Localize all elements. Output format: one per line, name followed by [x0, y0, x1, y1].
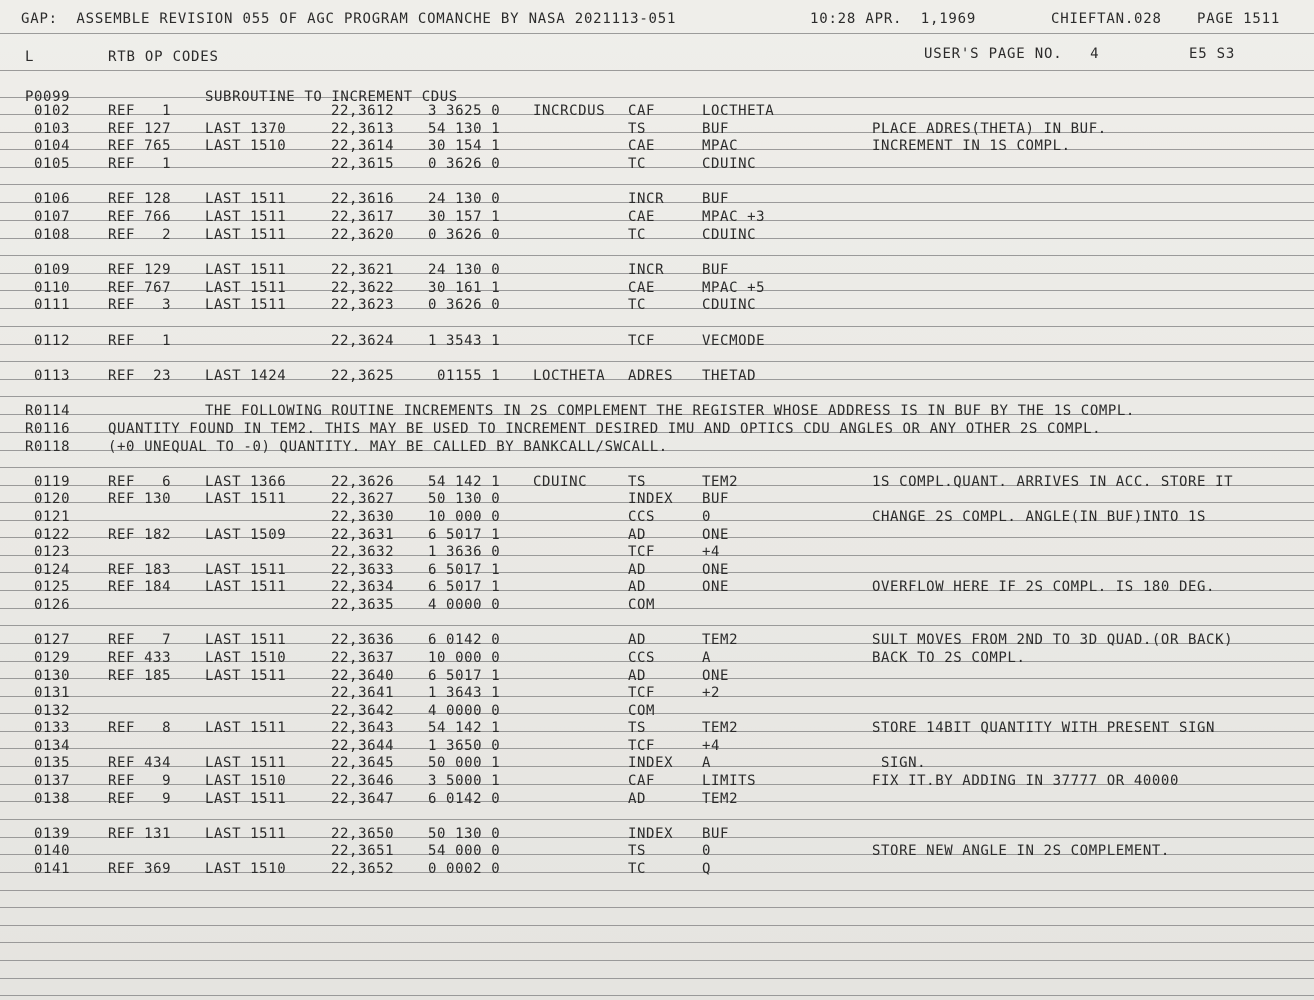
- sequence-number: 0140: [34, 843, 71, 859]
- op-code: AD: [628, 579, 647, 595]
- sequence-number: 0107: [34, 209, 71, 225]
- listing-tag: CHIEFTAN.028: [1051, 11, 1162, 27]
- operand: TEM2: [702, 474, 739, 490]
- sequence-number: 0110: [34, 280, 71, 296]
- op-code: CAE: [628, 280, 656, 296]
- last-reference: LAST 1510: [205, 861, 287, 877]
- octal-code: 1 3543 1: [428, 333, 501, 349]
- sequence-number: 0112: [34, 333, 71, 349]
- reference-count: REF 766: [108, 209, 172, 225]
- symbol-label: LOCTHETA: [533, 368, 606, 384]
- octal-code: 6 5017 1: [428, 668, 501, 684]
- ruled-line: [0, 396, 1314, 397]
- octal-code: 30 161 1: [428, 280, 501, 296]
- comment-text: THE FOLLOWING ROUTINE INCREMENTS IN 2S COMPLEMENT THE REGISTER WHOSE ADDRESS IS IN BUF BY THE 1S COMPL.: [205, 403, 1135, 419]
- ruled-line: [0, 713, 1314, 714]
- last-reference: LAST 1511: [205, 826, 287, 842]
- octal-code: 0 0002 0: [428, 861, 501, 877]
- memory-address: 22,3636: [331, 632, 395, 648]
- octal-code: 1 3650 0: [428, 738, 501, 754]
- octal-code: 24 130 0: [428, 262, 501, 278]
- remark: SIGN.: [872, 755, 927, 771]
- last-reference: LAST 1510: [205, 773, 287, 789]
- reference-count: REF 765: [108, 138, 172, 154]
- symbol-label: CDUINC: [533, 474, 588, 490]
- ruled-line: [0, 167, 1314, 168]
- octal-code: 54 142 1: [428, 720, 501, 736]
- octal-code: 30 157 1: [428, 209, 501, 225]
- sequence-number: 0141: [34, 861, 71, 877]
- reference-count: REF 7: [108, 632, 172, 648]
- sequence-number: 0139: [34, 826, 71, 842]
- sequence-number: 0132: [34, 703, 71, 719]
- octal-code: 6 5017 1: [428, 579, 501, 595]
- sequence-number: 0134: [34, 738, 71, 754]
- op-code: TC: [628, 156, 647, 172]
- reference-count: REF 23: [108, 368, 172, 384]
- operand: +2: [702, 685, 721, 701]
- ruled-line: [0, 149, 1314, 150]
- octal-code: 50 130 0: [428, 826, 501, 842]
- remark: 1S COMPL.QUANT. ARRIVES IN ACC. STORE IT: [872, 474, 1234, 490]
- symbol-label: INCRCDUS: [533, 103, 606, 119]
- sequence-number: 0126: [34, 597, 71, 613]
- memory-address: 22,3644: [331, 738, 395, 754]
- last-reference: LAST 1511: [205, 668, 287, 684]
- sequence-number: 0127: [34, 632, 71, 648]
- octal-code: 4 0000 0: [428, 597, 501, 613]
- line-marker: P0099: [25, 89, 71, 105]
- memory-address: 22,3650: [331, 826, 395, 842]
- reference-count: REF 2: [108, 227, 172, 243]
- octal-code: 1 3636 0: [428, 544, 501, 560]
- memory-address: 22,3630: [331, 509, 395, 525]
- sequence-number: 0137: [34, 773, 71, 789]
- reference-count: REF 127: [108, 121, 172, 137]
- op-code: CAE: [628, 138, 656, 154]
- ruled-line: [0, 361, 1314, 362]
- op-code: CCS: [628, 509, 656, 525]
- remark: SULT MOVES FROM 2ND TO 3D QUAD.(OR BACK): [872, 632, 1234, 648]
- last-reference: LAST 1511: [205, 209, 287, 225]
- operand: +4: [702, 544, 721, 560]
- memory-address: 22,3635: [331, 597, 395, 613]
- last-reference: LAST 1511: [205, 562, 287, 578]
- operand: TEM2: [702, 720, 739, 736]
- octal-code: 10 000 0: [428, 509, 501, 525]
- ruled-line: [0, 925, 1314, 926]
- memory-address: 22,3640: [331, 668, 395, 684]
- ruled-line: [0, 995, 1314, 996]
- op-code: INDEX: [628, 826, 674, 842]
- listing-type-letter: L: [25, 49, 35, 65]
- ruled-line: [0, 801, 1314, 802]
- sequence-number: 0133: [34, 720, 71, 736]
- op-code: AD: [628, 668, 647, 684]
- reference-count: REF 433: [108, 650, 172, 666]
- operand: MPAC +5: [702, 280, 766, 296]
- ruled-line: [0, 907, 1314, 908]
- line-marker: R0114: [25, 403, 71, 419]
- memory-address: 22,3613: [331, 121, 395, 137]
- octal-code: 24 130 0: [428, 191, 501, 207]
- remark: PLACE ADRES(THETA) IN BUF.: [872, 121, 1107, 137]
- print-datetime: 10:28 APR. 1,1969: [810, 11, 977, 27]
- octal-code: 6 0142 0: [428, 632, 501, 648]
- sequence-number: 0119: [34, 474, 71, 490]
- ruled-line: [0, 572, 1314, 573]
- memory-address: 22,3627: [331, 491, 395, 507]
- memory-address: 22,3645: [331, 755, 395, 771]
- users-page-number: USER'S PAGE NO. 4: [924, 46, 1100, 62]
- ruled-line: [0, 960, 1314, 961]
- octal-code: 6 0142 0: [428, 791, 501, 807]
- reference-count: REF 369: [108, 861, 172, 877]
- reference-count: REF 128: [108, 191, 172, 207]
- operand: MPAC: [702, 138, 739, 154]
- octal-code: 50 000 1: [428, 755, 501, 771]
- ruled-line: [0, 114, 1314, 115]
- memory-address: 22,3632: [331, 544, 395, 560]
- memory-address: 22,3631: [331, 527, 395, 543]
- octal-code: 3 5000 1: [428, 773, 501, 789]
- operand: BUF: [702, 826, 730, 842]
- operand: BUF: [702, 121, 730, 137]
- op-code: COM: [628, 597, 656, 613]
- sequence-number: 0135: [34, 755, 71, 771]
- memory-address: 22,3615: [331, 156, 395, 172]
- reference-count: REF 767: [108, 280, 172, 296]
- ruled-line: [0, 978, 1314, 979]
- comment-text: QUANTITY FOUND IN TEM2. THIS MAY BE USED TO INCREMENT DESIRED IMU AND OPTICS CDU ANGLES OR ANY OTHER 2S COMPL.: [108, 421, 1102, 437]
- bank-indicator: E5 S3: [1189, 46, 1236, 62]
- octal-code: 50 130 0: [428, 491, 501, 507]
- memory-address: 22,3624: [331, 333, 395, 349]
- operand: ONE: [702, 668, 730, 684]
- octal-code: 0 3626 0: [428, 227, 501, 243]
- last-reference: LAST 1511: [205, 191, 287, 207]
- op-code: AD: [628, 632, 647, 648]
- reference-count: REF 185: [108, 668, 172, 684]
- last-reference: LAST 1511: [205, 262, 287, 278]
- last-reference: LAST 1424: [205, 368, 287, 384]
- reference-count: REF 1: [108, 156, 172, 172]
- last-reference: LAST 1511: [205, 280, 287, 296]
- sequence-number: 0111: [34, 297, 71, 313]
- memory-address: 22,3643: [331, 720, 395, 736]
- octal-code: 54 130 1: [428, 121, 501, 137]
- remark: BACK TO 2S COMPL.: [872, 650, 1026, 666]
- sequence-number: 0121: [34, 509, 71, 525]
- ruled-line: [0, 33, 1314, 34]
- comment-text: SUBROUTINE TO INCREMENT CDUS: [205, 89, 458, 105]
- octal-code: 4 0000 0: [428, 703, 501, 719]
- op-code: AD: [628, 562, 647, 578]
- operand: TEM2: [702, 791, 739, 807]
- reference-count: REF 1: [108, 103, 172, 119]
- memory-address: 22,3622: [331, 280, 395, 296]
- memory-address: 22,3637: [331, 650, 395, 666]
- ruled-line: [0, 255, 1314, 256]
- remark: STORE 14BIT QUANTITY WITH PRESENT SIGN: [872, 720, 1216, 736]
- sequence-number: 0105: [34, 156, 71, 172]
- operand: THETAD: [702, 368, 757, 384]
- remark: STORE NEW ANGLE IN 2S COMPLEMENT.: [872, 843, 1170, 859]
- op-code: TC: [628, 227, 647, 243]
- memory-address: 22,3616: [331, 191, 395, 207]
- operand: 0: [702, 509, 712, 525]
- operand: CDUINC: [702, 297, 757, 313]
- ruled-line: [0, 890, 1314, 891]
- sequence-number: 0125: [34, 579, 71, 595]
- ruled-line: [0, 344, 1314, 345]
- op-code: COM: [628, 703, 656, 719]
- memory-address: 22,3647: [331, 791, 395, 807]
- octal-code: 6 5017 1: [428, 562, 501, 578]
- line-marker: R0116: [25, 421, 71, 437]
- operand: A: [702, 650, 712, 666]
- octal-code: 0 3626 0: [428, 156, 501, 172]
- operand: MPAC +3: [702, 209, 766, 225]
- ruled-line: [0, 97, 1314, 98]
- sequence-number: 0123: [34, 544, 71, 560]
- op-code: CAF: [628, 103, 656, 119]
- octal-code: 01155 1: [428, 368, 501, 384]
- memory-address: 22,3626: [331, 474, 395, 490]
- sequence-number: 0104: [34, 138, 71, 154]
- op-code: INCR: [628, 262, 665, 278]
- ruled-line: [0, 308, 1314, 309]
- ruled-line: [0, 942, 1314, 943]
- section-title: RTB OP CODES: [108, 49, 219, 65]
- ruled-line: [0, 555, 1314, 556]
- op-code: TC: [628, 861, 647, 877]
- ruled-line: [0, 819, 1314, 820]
- octal-code: 6 5017 1: [428, 527, 501, 543]
- ruled-line: [0, 696, 1314, 697]
- op-code: AD: [628, 791, 647, 807]
- memory-address: 22,3617: [331, 209, 395, 225]
- page-number: PAGE 1511: [1197, 11, 1281, 27]
- operand: Q: [702, 861, 712, 877]
- sequence-number: 0122: [34, 527, 71, 543]
- remark: INCREMENT IN 1S COMPL.: [872, 138, 1071, 154]
- operand: ONE: [702, 562, 730, 578]
- reference-count: REF 129: [108, 262, 172, 278]
- sequence-number: 0109: [34, 262, 71, 278]
- sequence-number: 0129: [34, 650, 71, 666]
- memory-address: 22,3621: [331, 262, 395, 278]
- memory-address: 22,3620: [331, 227, 395, 243]
- operand: TEM2: [702, 632, 739, 648]
- op-code: INCR: [628, 191, 665, 207]
- op-code: TCF: [628, 738, 656, 754]
- ruled-line: [0, 70, 1314, 71]
- memory-address: 22,3651: [331, 843, 395, 859]
- reference-count: REF 1: [108, 333, 172, 349]
- reference-count: REF 182: [108, 527, 172, 543]
- operand: CDUINC: [702, 227, 757, 243]
- reference-count: REF 184: [108, 579, 172, 595]
- memory-address: 22,3625: [331, 368, 395, 384]
- ruled-line: [0, 748, 1314, 749]
- operand: ONE: [702, 579, 730, 595]
- ruled-line: [0, 467, 1314, 468]
- sequence-number: 0106: [34, 191, 71, 207]
- operand: BUF: [702, 191, 730, 207]
- memory-address: 22,3642: [331, 703, 395, 719]
- memory-address: 22,3634: [331, 579, 395, 595]
- op-code: TCF: [628, 544, 656, 560]
- memory-address: 22,3641: [331, 685, 395, 701]
- reference-count: REF 434: [108, 755, 172, 771]
- reference-count: REF 130: [108, 491, 172, 507]
- ruled-line: [0, 238, 1314, 239]
- octal-code: 10 000 0: [428, 650, 501, 666]
- remark: CHANGE 2S COMPL. ANGLE(IN BUF)INTO 1S: [872, 509, 1207, 525]
- octal-code: 54 142 1: [428, 474, 501, 490]
- sequence-number: 0108: [34, 227, 71, 243]
- last-reference: LAST 1511: [205, 227, 287, 243]
- operand: BUF: [702, 491, 730, 507]
- octal-code: 1 3643 1: [428, 685, 501, 701]
- remark: OVERFLOW HERE IF 2S COMPL. IS 180 DEG.: [872, 579, 1216, 595]
- octal-code: 30 154 1: [428, 138, 501, 154]
- last-reference: LAST 1511: [205, 297, 287, 313]
- sequence-number: 0103: [34, 121, 71, 137]
- ruled-line: [0, 537, 1314, 538]
- sequence-number: 0124: [34, 562, 71, 578]
- reference-count: REF 183: [108, 562, 172, 578]
- reference-count: REF 3: [108, 297, 172, 313]
- memory-address: 22,3614: [331, 138, 395, 154]
- memory-address: 22,3633: [331, 562, 395, 578]
- memory-address: 22,3652: [331, 861, 395, 877]
- op-code: ADRES: [628, 368, 674, 384]
- last-reference: LAST 1366: [205, 474, 287, 490]
- ruled-line: [0, 608, 1314, 609]
- comment-text: (+0 UNEQUAL TO -0) QUANTITY. MAY BE CALLED BY BANKCALL/SWCALL.: [108, 439, 668, 455]
- ruled-line: [0, 184, 1314, 185]
- sequence-number: 0102: [34, 103, 71, 119]
- reference-count: REF 131: [108, 826, 172, 842]
- sequence-number: 0138: [34, 791, 71, 807]
- last-reference: LAST 1510: [205, 650, 287, 666]
- ruled-line: [0, 625, 1314, 626]
- last-reference: LAST 1510: [205, 138, 287, 154]
- octal-code: 54 000 0: [428, 843, 501, 859]
- assembly-title: GAP: ASSEMBLE REVISION 055 OF AGC PROGRAM COMANCHE BY NASA 2021113-051: [21, 11, 677, 27]
- ruled-line: [0, 220, 1314, 221]
- last-reference: LAST 1511: [205, 755, 287, 771]
- op-code: INDEX: [628, 491, 674, 507]
- op-code: CAE: [628, 209, 656, 225]
- operand: LOCTHETA: [702, 103, 775, 119]
- ruled-line: [0, 872, 1314, 873]
- op-code: CAF: [628, 773, 656, 789]
- operand: VECMODE: [702, 333, 766, 349]
- operand: A: [702, 755, 712, 771]
- reference-count: REF 8: [108, 720, 172, 736]
- operand: +4: [702, 738, 721, 754]
- last-reference: LAST 1511: [205, 579, 287, 595]
- sequence-number: 0113: [34, 368, 71, 384]
- remark: FIX IT.BY ADDING IN 37777 OR 40000: [872, 773, 1179, 789]
- operand: ONE: [702, 527, 730, 543]
- operand: 0: [702, 843, 712, 859]
- sequence-number: 0131: [34, 685, 71, 701]
- ruled-line: [0, 132, 1314, 133]
- ruled-line: [0, 290, 1314, 291]
- memory-address: 22,3623: [331, 297, 395, 313]
- ruled-line: [0, 678, 1314, 679]
- ruled-line: [0, 661, 1314, 662]
- last-reference: LAST 1511: [205, 791, 287, 807]
- memory-address: 22,3612: [331, 103, 395, 119]
- reference-count: REF 9: [108, 791, 172, 807]
- last-reference: LAST 1511: [205, 720, 287, 736]
- octal-code: 3 3625 0: [428, 103, 501, 119]
- op-code: TS: [628, 474, 647, 490]
- op-code: TS: [628, 720, 647, 736]
- reference-count: REF 9: [108, 773, 172, 789]
- op-code: TCF: [628, 333, 656, 349]
- line-marker: R0118: [25, 439, 71, 455]
- sequence-number: 0130: [34, 668, 71, 684]
- operand: CDUINC: [702, 156, 757, 172]
- memory-address: 22,3646: [331, 773, 395, 789]
- ruled-line: [0, 326, 1314, 327]
- op-code: TS: [628, 121, 647, 137]
- operand: LIMITS: [702, 773, 757, 789]
- sequence-number: 0120: [34, 491, 71, 507]
- last-reference: LAST 1511: [205, 632, 287, 648]
- operand: BUF: [702, 262, 730, 278]
- last-reference: LAST 1511: [205, 491, 287, 507]
- op-code: AD: [628, 527, 647, 543]
- op-code: TC: [628, 297, 647, 313]
- op-code: TS: [628, 843, 647, 859]
- op-code: INDEX: [628, 755, 674, 771]
- last-reference: LAST 1370: [205, 121, 287, 137]
- octal-code: 0 3626 0: [428, 297, 501, 313]
- op-code: CCS: [628, 650, 656, 666]
- op-code: TCF: [628, 685, 656, 701]
- reference-count: REF 6: [108, 474, 172, 490]
- last-reference: LAST 1509: [205, 527, 287, 543]
